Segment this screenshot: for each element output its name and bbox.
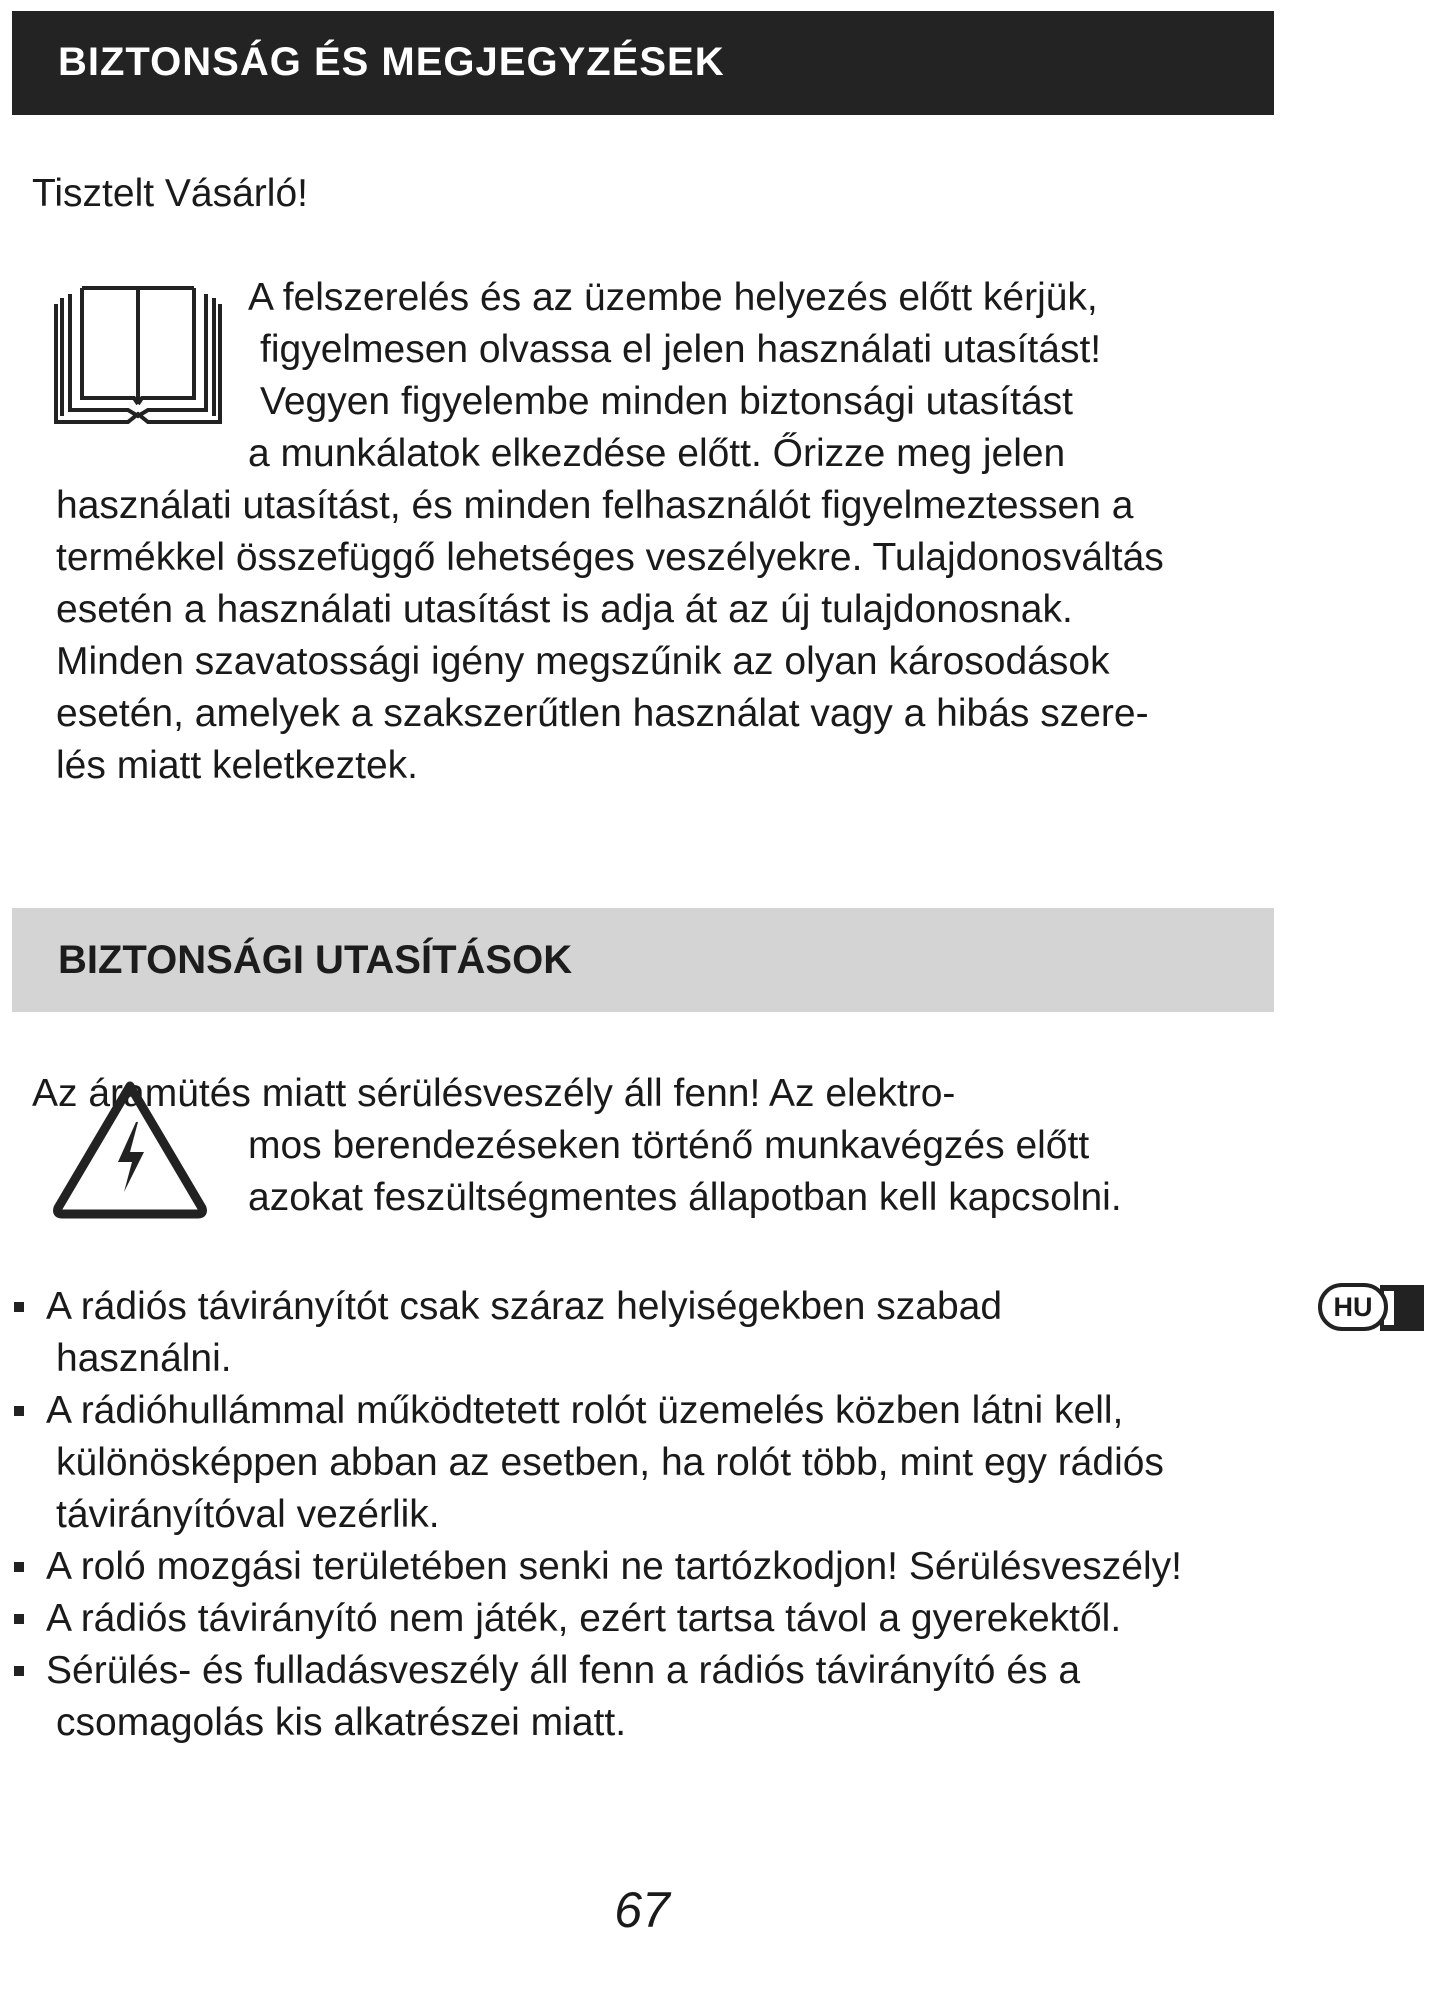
greeting: Tisztelt Vásárló!	[32, 172, 308, 215]
intro-line: használati utasítást, és minden felhasználót figyelmeztessen a	[56, 484, 1134, 527]
electric-shock-warning-icon	[52, 1078, 208, 1220]
bullet-line: különösképpen abban az esetben, ha rolót több, mint egy rádiós	[56, 1441, 1164, 1484]
bullet-marker	[14, 1562, 24, 1572]
bullet-line: használni.	[56, 1337, 232, 1380]
open-book-icon	[52, 284, 224, 428]
bullet-line: A rádiós távirányító nem játék, ezért tartsa távol a gyerekektől.	[46, 1597, 1122, 1640]
section-heading-safety-instructions: BIZTONSÁGI UTASÍTÁSOK	[12, 908, 1274, 1012]
intro-line: Minden szavatossági igény megszűnik az olyan károsodások	[56, 640, 1110, 683]
bullet-line: A rádióhullámmal működtetett rolót üzemelés közben látni kell,	[46, 1389, 1124, 1432]
intro-line: lés miatt keletkeztek.	[56, 744, 418, 787]
bullet-line: Sérülés- és fulladásveszély áll fenn a rádiós távirányító és a	[46, 1649, 1081, 1692]
bullet-marker	[14, 1302, 24, 1312]
bullet-marker	[14, 1614, 24, 1624]
intro-line: figyelmesen olvassa el jelen használati utasítást!	[260, 328, 1102, 371]
intro-line: A felszerelés és az üzembe helyezés előtt kérjük,	[248, 276, 1098, 319]
language-tab	[1318, 1281, 1424, 1337]
intro-line: termékkel összefüggő lehetséges veszélyekre. Tulajdonosváltás	[56, 536, 1164, 579]
bullet-line: A roló mozgási területében senki ne tartózkodjon! Sérülésveszély!	[46, 1545, 1182, 1588]
intro-line: Vegyen figyelembe minden biztonsági utasítást	[260, 380, 1074, 423]
intro-line: esetén a használati utasítást is adja át az új tulajdonosnak.	[56, 588, 1073, 631]
section-heading-safety-notes: BIZTONSÁG ÉS MEGJEGYZÉSEK	[12, 11, 1274, 115]
intro-line: a munkálatok elkezdése előtt. Őrizze meg jelen	[248, 432, 1066, 475]
bullet-line: A rádiós távirányítót csak száraz helyiségekben szabad	[46, 1285, 1003, 1328]
intro-line: esetén, amelyek a szakszerűtlen használat vagy a hibás szere-	[56, 692, 1149, 735]
page-number: 67	[614, 1882, 670, 1938]
bullet-marker	[14, 1666, 24, 1676]
warning-line: mos berendezéseken történő munkavégzés előtt	[248, 1124, 1090, 1167]
bullet-line: távirányítóval vezérlik.	[56, 1493, 440, 1536]
warning-line: azokat feszültségmentes állapotban kell kapcsolni.	[248, 1176, 1122, 1219]
warning-line: Az áramütés miatt sérülésveszély áll fenn! Az elektro-	[32, 1072, 956, 1115]
language-code: HU	[1318, 1283, 1388, 1331]
bullet-marker	[14, 1406, 24, 1416]
bullet-line: csomagolás kis alkatrészei miatt.	[56, 1701, 627, 1744]
